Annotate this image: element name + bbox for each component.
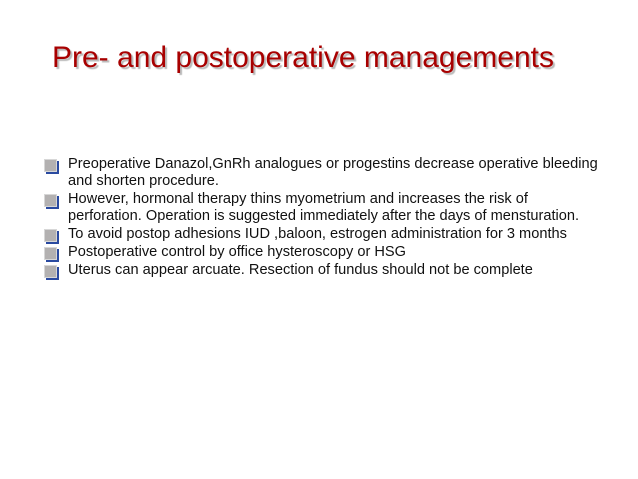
bullet-text: To avoid postop adhesions IUD ,baloon, estrogen administration for 3 months bbox=[68, 226, 567, 242]
bullet-item bbox=[44, 191, 604, 225]
bullet-text: Postoperative control by office hysteroscopy or HSG bbox=[68, 244, 406, 260]
square-bullet-icon bbox=[44, 265, 57, 278]
bullet-item bbox=[44, 244, 604, 261]
bullet-text: Preoperative Danazol,GnRh analogues or progestins decrease operative bleeding and shorten procedure. bbox=[68, 156, 598, 189]
square-bullet-icon bbox=[44, 229, 57, 242]
slide-title: Pre- and postoperative managements bbox=[52, 41, 554, 74]
square-bullet-icon bbox=[44, 194, 57, 207]
bullet-text: However, hormonal therapy thins myometrium and increases the risk of perforation. Operation is suggested immediately after the days of mensturation. bbox=[68, 191, 580, 224]
bullet-item bbox=[44, 156, 604, 190]
square-bullet-icon bbox=[44, 159, 57, 172]
bullet-text: Uterus can appear arcuate. Resection of fundus should not be complete bbox=[68, 262, 533, 278]
bullet-item bbox=[44, 262, 604, 279]
square-bullet-icon bbox=[44, 247, 57, 260]
bullet-list bbox=[44, 156, 604, 280]
bullet-item bbox=[44, 226, 604, 243]
